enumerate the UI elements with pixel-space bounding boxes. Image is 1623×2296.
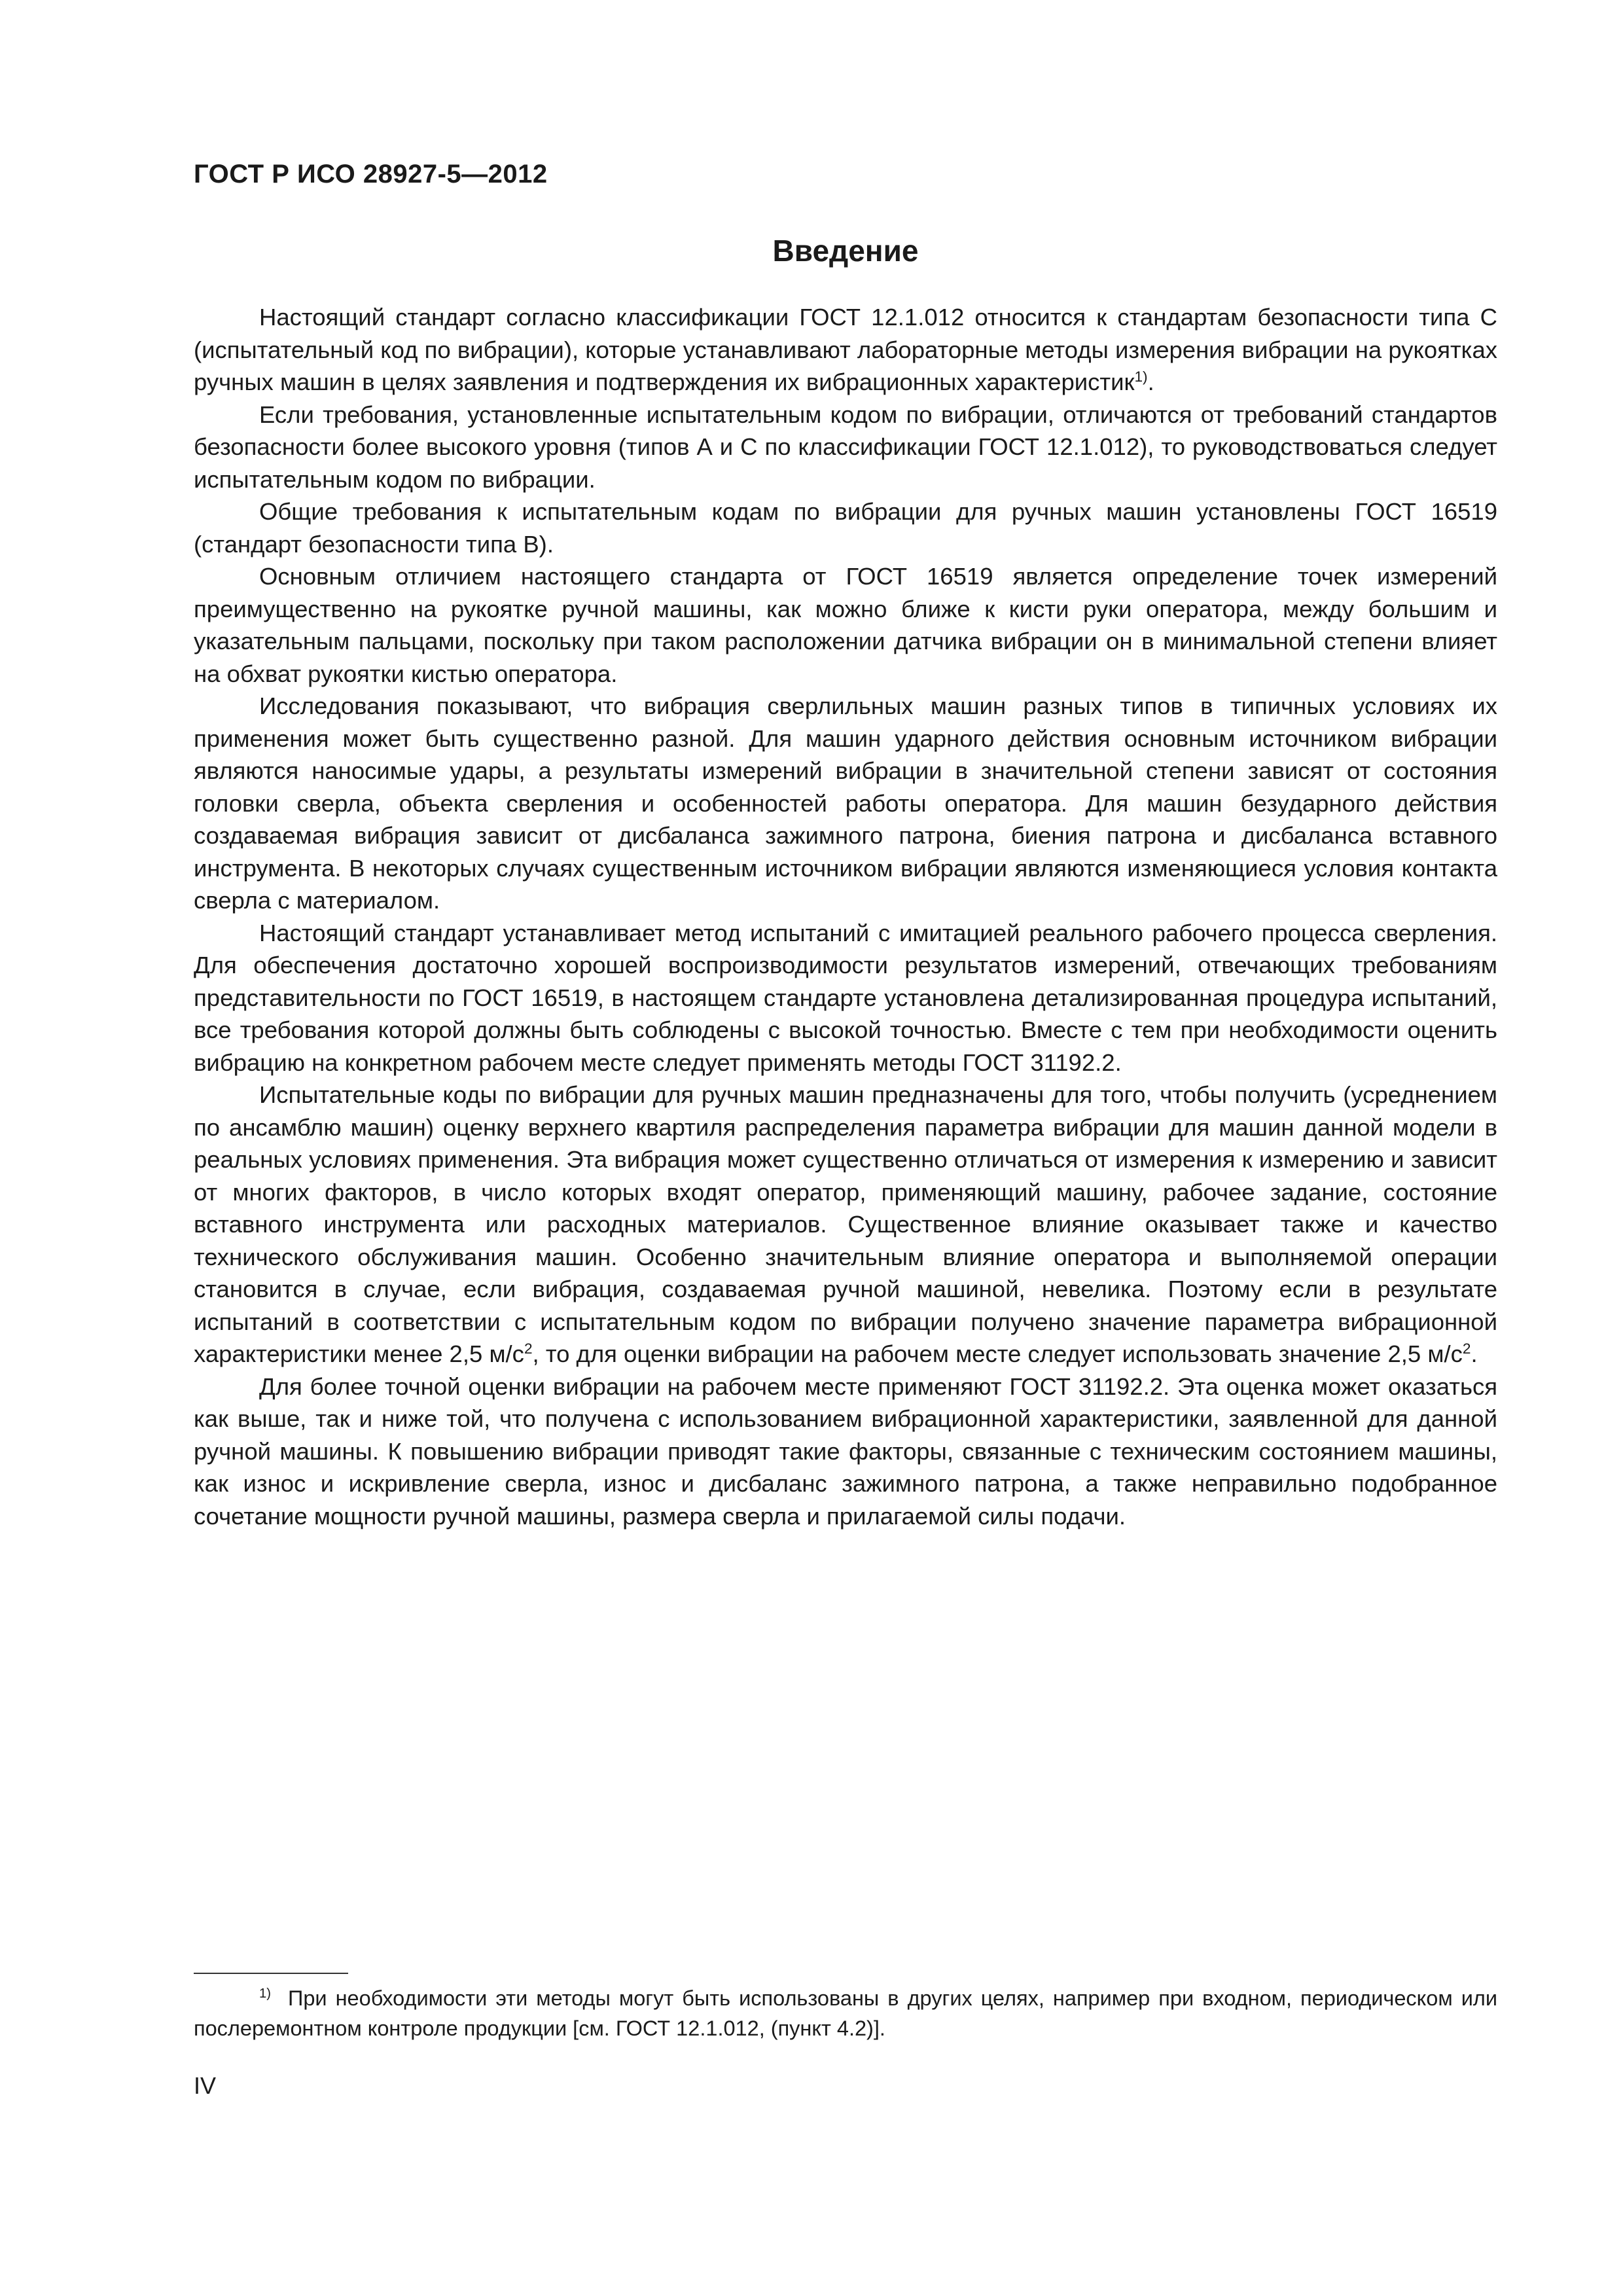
footnote-separator bbox=[194, 1973, 348, 1974]
paragraph-3: Общие требования к испытательным кодам по вибрации для ручных машин установлены ГОСТ 16519 (стандарт безопасности типа В). bbox=[194, 498, 1497, 558]
paragraph-8: Для более точной оценки вибрации на рабочем месте применяют ГОСТ 31192.2. Эта оценка может оказаться как выше, так и ниже той, что получена с использованием вибрационной характеристики, заявленной для данной ручной машины. К повышению вибрации приводят такие факторы, связанные с техническим состоянием машины, как износ и искривление сверла, износ и дисбаланс зажимного патрона, а также неправильно подобранное сочетание мощности ручной машины, размера сверла и прилагаемой силы подачи. bbox=[194, 1372, 1497, 1530]
footnote-mark: 1) bbox=[259, 1986, 271, 2001]
footnote-reference: 1) bbox=[1134, 368, 1148, 385]
paragraph-7-mid: , то для оценки вибрации на рабочем месте следует использовать значение 2,5 м/с bbox=[532, 1340, 1463, 1367]
superscript-exponent: 2 bbox=[524, 1340, 533, 1357]
document-code-header: ГОСТ Р ИСО 28927-5—2012 bbox=[194, 160, 548, 188]
paragraph-7-tail: . bbox=[1471, 1340, 1478, 1367]
paragraph-7 bbox=[194, 1079, 1497, 1371]
introduction-body bbox=[194, 301, 1497, 1532]
paragraph-1-tail: . bbox=[1147, 368, 1154, 395]
paragraph-1 bbox=[194, 301, 1497, 399]
paragraph-1-text: Настоящий стандарт согласно классификации ГОСТ 12.1.012 относится к стандартам безопасности типа С (испытательный код по вибрации), которые устанавливают лабораторные методы измерения вибрации на рукоятках ручных машин в целях заявления и подтверждения их вибрационных характеристик bbox=[194, 304, 1497, 395]
page-number: IV bbox=[194, 2072, 217, 2099]
footnote-text: При необходимости эти методы могут быть использованы в других целях, например при входном, периодическом или послеремонтном контроле продукции [см. ГОСТ 12.1.012, (пункт 4.2)]. bbox=[194, 1986, 1497, 2040]
paragraph-7-text: Испытательные коды по вибрации для ручных машин предназначены для того, чтобы получить (усреднением по ансамблю машин) оценку верхнего квартиля распределения параметра вибрации для машин данной модели в реальных условиях применения. Эта вибрация может существенно отличаться от измерения к измерению и зависит от многих факторов, в число которых входят оператор, применяющий машину, рабочее задание, состояние вставного инструмента или расходных материалов. Существенное влияние оказывает также и качество технического обслуживания машин. Особенно значительным влияние оператора и выполняемой операции становится в случае, если вибрация, создаваемая ручной машиной, невелика. Поэтому если в результате испытаний в соответствии с испытательным кодом по вибрации получено значение параметра вибрационной характеристики менее 2,5 м/с bbox=[194, 1081, 1497, 1367]
paragraph-4: Основным отличием настоящего стандарта от ГОСТ 16519 является определение точек измерений преимущественно на рукоятке ручной машины, как можно ближе к кисти руки оператора, между большим и указательным пальцами, поскольку при таком расположении датчика вибрации он в минимальной степени влияет на обхват рукоятки кистью оператора. bbox=[194, 563, 1497, 687]
paragraph-6: Настоящий стандарт устанавливает метод испытаний с имитацией реального рабочего процесса сверления. Для обеспечения достаточно хорошей воспроизводимости результатов измерений, отвечающих требованиям представительности по ГОСТ 16519, в настоящем стандарте установлена детализированная процедура испытаний, все требования которой должны быть соблюдены с высокой точностью. Вместе с тем при необходимости оценить вибрацию на конкретном рабочем месте следует применять методы ГОСТ 31192.2. bbox=[194, 919, 1497, 1076]
footnote bbox=[194, 1983, 1497, 2043]
paragraph-5: Исследования показывают, что вибрация сверлильных машин разных типов в типичных условиях их применения может быть существенно разной. Для машин ударного действия основным источником вибрации являются наносимые удары, а результаты измерений вибрации в значительной степени зависят от состояния головки сверла, объекта сверления и особенностей работы оператора. Для машин безударного действия создаваемая вибрация зависит от дисбаланса зажимного патрона, биения патрона и дисбаланса вставного инструмента. В некоторых случаях существенным источником вибрации являются изменяющиеся условия контакта сверла с материалом. bbox=[194, 692, 1497, 914]
section-title: Введение bbox=[772, 234, 919, 268]
paragraph-2: Если требования, установленные испытательным кодом по вибрации, отличаются от требований стандартов безопасности более высокого уровня (типов А и С по классификации ГОСТ 12.1.012), то руководствоваться следует испытательным кодом по вибрации. bbox=[194, 401, 1497, 493]
superscript-exponent: 2 bbox=[1462, 1340, 1471, 1357]
